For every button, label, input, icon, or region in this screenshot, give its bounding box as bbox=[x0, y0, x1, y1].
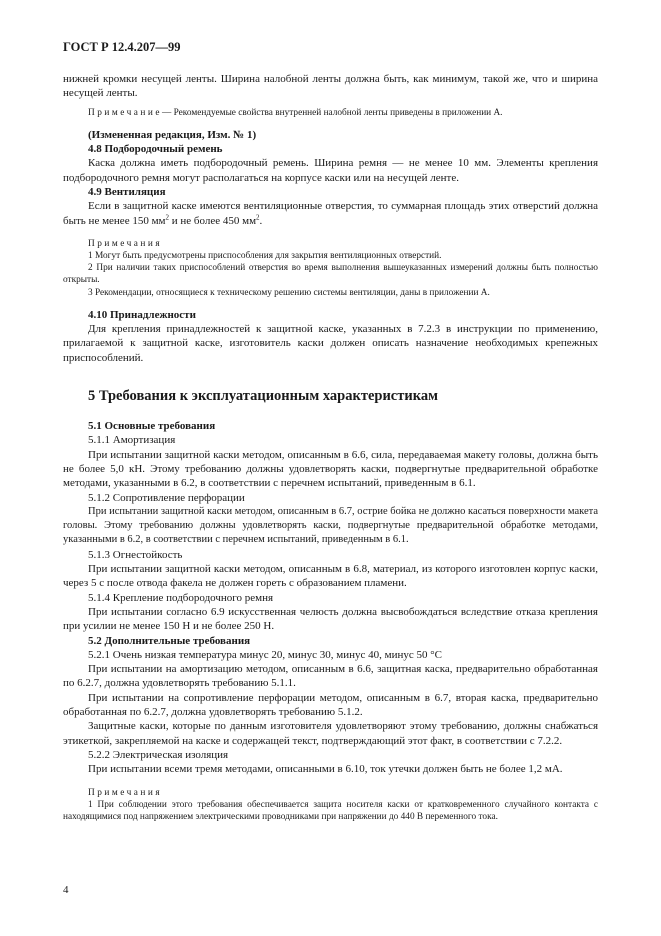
subsection-title: 5.1.3 Огнестойкость bbox=[88, 548, 183, 561]
notes-label: Примечания bbox=[88, 787, 163, 798]
paragraph: При испытании защитной каски методом, описанным в 6.8, материал, из которого изготовлен корпус каски, через 5 с после отвода факела не должен гореть с образованием пламени. bbox=[63, 563, 598, 590]
paragraph: При испытании защитной каски методом, описанным в 6.7, острие бойка не должно касаться поверхности макета головы. Этому требованию должны удовлетворять каски, подвергнутые предварительной обработке методами, указанными в 6.2, в соответствии с перечнем испытаний, приведенным в 6.1. bbox=[63, 505, 598, 546]
note-label: Примечание bbox=[88, 107, 162, 118]
subsection-title: 5.1.2 Сопротивление перфорации bbox=[88, 491, 245, 504]
text-run: и не более 450 мм bbox=[169, 214, 257, 227]
text-run: . bbox=[259, 214, 263, 227]
superscript: 2 bbox=[256, 212, 260, 221]
amendment-marker: (Измененная редакция, Изм. № 1) bbox=[88, 128, 257, 141]
note-item: 1 Могут быть предусмотрены приспособления для закрытия вентиляционных отверстий. bbox=[88, 251, 442, 262]
page-content bbox=[63, 72, 598, 823]
subsection-title: 5.2.1 Очень низкая температура минус 20, минус 30, минус 40, минус 50 °С bbox=[88, 648, 443, 661]
note-item: 1 При соблюдении этого требования обеспечивается защита носителя каски от кратковременного случайного контакта с находящимися под напряжением электрическими проводниками при напряжении до 440 В переменного тока. bbox=[63, 799, 598, 822]
subsection-title: 5.1.1 Амортизация bbox=[88, 434, 176, 447]
paragraph: нижней кромки несущей ленты. Ширина налобной ленты должна быть, как минимум, такой же, что и ширина несущей ленты. bbox=[63, 73, 598, 100]
paragraph: Каска должна иметь подбородочный ремень. Ширина ремня — не менее 10 мм. Элементы крепления подбородочного ремня могут располагаться на корпусе каски или на несущей ленте. bbox=[63, 157, 598, 184]
note-dash: — bbox=[162, 107, 174, 118]
section-heading-4-8: 4.8 Подбородочный ремень bbox=[88, 143, 223, 156]
note-text: Рекомендуемые свойства внутренней налобной ленты приведены в приложении А. bbox=[173, 107, 503, 118]
section-heading-4-10: 4.10 Принадлежности bbox=[88, 308, 196, 321]
section-heading-5: 5 Требования к эксплуатационным характеристикам bbox=[88, 388, 438, 405]
note bbox=[63, 107, 598, 119]
section-heading-5-1: 5.1 Основные требования bbox=[88, 420, 216, 433]
superscript: 2 bbox=[165, 212, 169, 221]
notes-label: Примечания bbox=[88, 238, 163, 249]
page-number: 4 bbox=[63, 884, 69, 896]
subsection-title: 5.2.2 Электрическая изоляция bbox=[88, 748, 229, 761]
paragraph: Защитные каски, которые по данным изготовителя удовлетворяют этому требованию, должны снабжаться этикеткой, закрепляемой на каске и содержащей текст, подтверждающий этот факт, в соответствии с 7.2.2. bbox=[63, 720, 598, 747]
note-item: 2 При наличии таких приспособлений отверстия во время выполнения вышеуказанных измерений должны быть полностью открыты. bbox=[63, 263, 598, 286]
document-header: ГОСТ Р 12.4.207—99 bbox=[63, 40, 181, 54]
paragraph: При испытании на сопротивление перфорации методом, описанным в 6.7, вторая каска, предварительно обработанная по 6.2.7, должна удовлетворять требованию 5.1.2. bbox=[63, 691, 598, 719]
subsection-title: 5.1.4 Крепление подбородочного ремня bbox=[88, 591, 274, 604]
text-run: Если в защитной каске имеются вентиляционные отверстия, то суммарная площадь этих отверстий должна быть не менее 150 мм bbox=[63, 200, 598, 227]
section-heading-4-9: 4.9 Вентиляция bbox=[88, 185, 166, 198]
paragraph: При испытании всеми тремя методами, описанными в 6.10, ток утечки должен быть не более 1,2 мА. bbox=[88, 763, 563, 776]
paragraph: Для крепления принадлежностей к защитной каске, указанных в 7.2.3 в инструкции по применению, прилагаемой к защитной каске, изготовитель каски должен описать назначение необходимых крепежных приспособлений. bbox=[63, 323, 598, 364]
section-heading-5-2: 5.2 Дополнительные требования bbox=[88, 634, 251, 647]
paragraph: При испытании защитной каски методом, описанным в 6.6, сила, передаваемая макету головы, должна быть не более 5,0 кН. Этому требованию должны удовлетворять каски, подвергнутые предварительной обработке методами, указанными в 6.2, в соответствии с перечнем испытаний, приведенным в 6.1. bbox=[63, 448, 598, 490]
paragraph: При испытании на амортизацию методом, описанным в 6.6, защитная каска, предварительно обработанная по 6.2.7, должна удовлетворять требованию 5.1.1. bbox=[63, 663, 598, 690]
paragraph bbox=[63, 199, 598, 228]
note-item: 3 Рекомендации, относящиеся к техническому решению системы вентиляции, даны в приложении А. bbox=[88, 287, 490, 298]
paragraph: При испытании согласно 6.9 искусственная челюсть должна высвобождаться вследствие отказа крепления при усилии не менее 150 Н и не более 250 Н. bbox=[63, 605, 598, 633]
